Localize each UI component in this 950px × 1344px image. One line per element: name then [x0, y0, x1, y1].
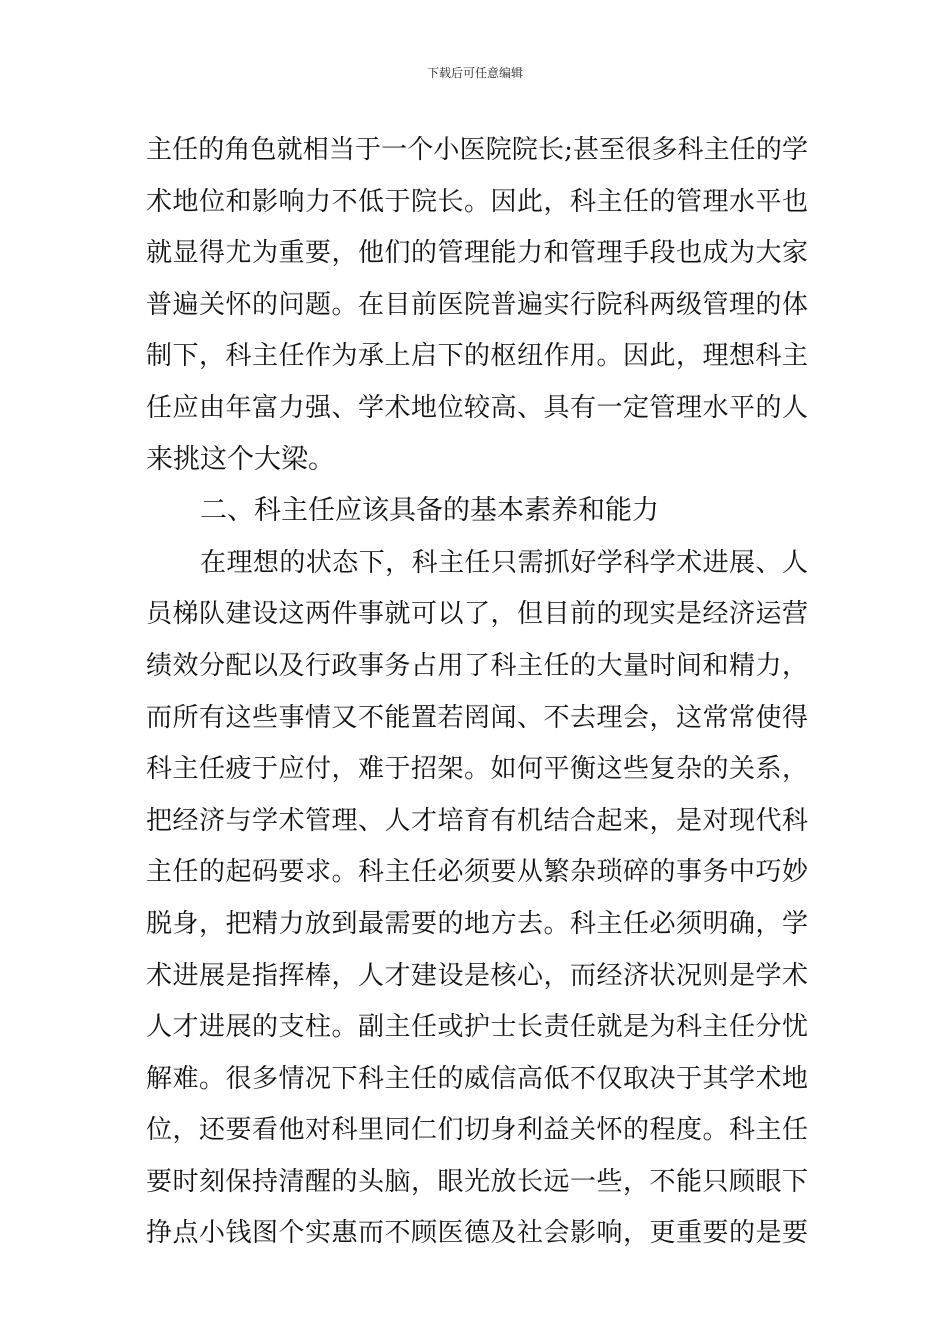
text-line: 把经济与学术管理、人才培育有机结合起来，是对现代科	[146, 805, 808, 836]
text-line: 主任的起码要求。科主任必须要从繁杂琐碎的事务中巧妙	[146, 857, 808, 888]
text-line: 科主任疲于应付，难于招架。如何平衡这些复杂的关系，	[146, 754, 808, 785]
text-line: 在理想的状态下，科主任只需抓好学科学术进展、人	[200, 547, 808, 578]
text-line: 解难。很多情况下科主任的威信高低不仅取决于其学术地	[146, 1063, 808, 1094]
body-text	[146, 128, 808, 1263]
text-line: 脱身，把精力放到最需要的地方去。科主任必须明确，学	[146, 908, 808, 939]
text-line: 挣点小钱图个实惠而不顾医德及社会影响，更重要的是要	[146, 1218, 808, 1249]
text-line: 员梯队建设这两件事就可以了，但目前的现实是经济运营	[146, 599, 808, 630]
text-line: 就显得尤为重要，他们的管理能力和管理手段也成为大家	[146, 238, 808, 269]
text-line: 普遍关怀的问题。在目前医院普遍实行院科两级管理的体	[146, 289, 808, 320]
page-header: 下载后可任意编辑	[426, 66, 523, 80]
text-line: 而所有这些事情又不能置若罔闻、不去理会，这常常使得	[146, 702, 808, 733]
text-line: 制下，科主任作为承上启下的枢纽作用。因此，理想科主	[146, 341, 808, 372]
text-line: 位，还要看他对科里同仁们切身利益关怀的程度。科主任	[146, 1115, 808, 1146]
text-line: 绩效分配以及行政事务占用了科主任的大量时间和精力，	[146, 650, 808, 681]
text-line: 人才进展的支柱。副主任或护士长责任就是为科主任分忧	[146, 1012, 808, 1043]
text-line: 来挑这个大梁。	[146, 443, 335, 475]
text-line: 任应由年富力强、学术地位较高、具有一定管理水平的人	[146, 392, 808, 423]
text-line: 主任的角色就相当于一个小医院院长;甚至很多科主任的学	[146, 135, 808, 165]
text-line: 术进展是指挥棒，人才建设是核心，而经济状况则是学术	[146, 960, 808, 991]
text-line: 术地位和影响力不低于院长。因此，科主任的管理水平也	[146, 186, 808, 217]
text-line: 要时刻保持清醒的头脑，眼光放长远一些，不能只顾眼下	[146, 1166, 808, 1197]
section-heading: 二、科主任应该具备的基本素养和能力	[200, 495, 659, 527]
